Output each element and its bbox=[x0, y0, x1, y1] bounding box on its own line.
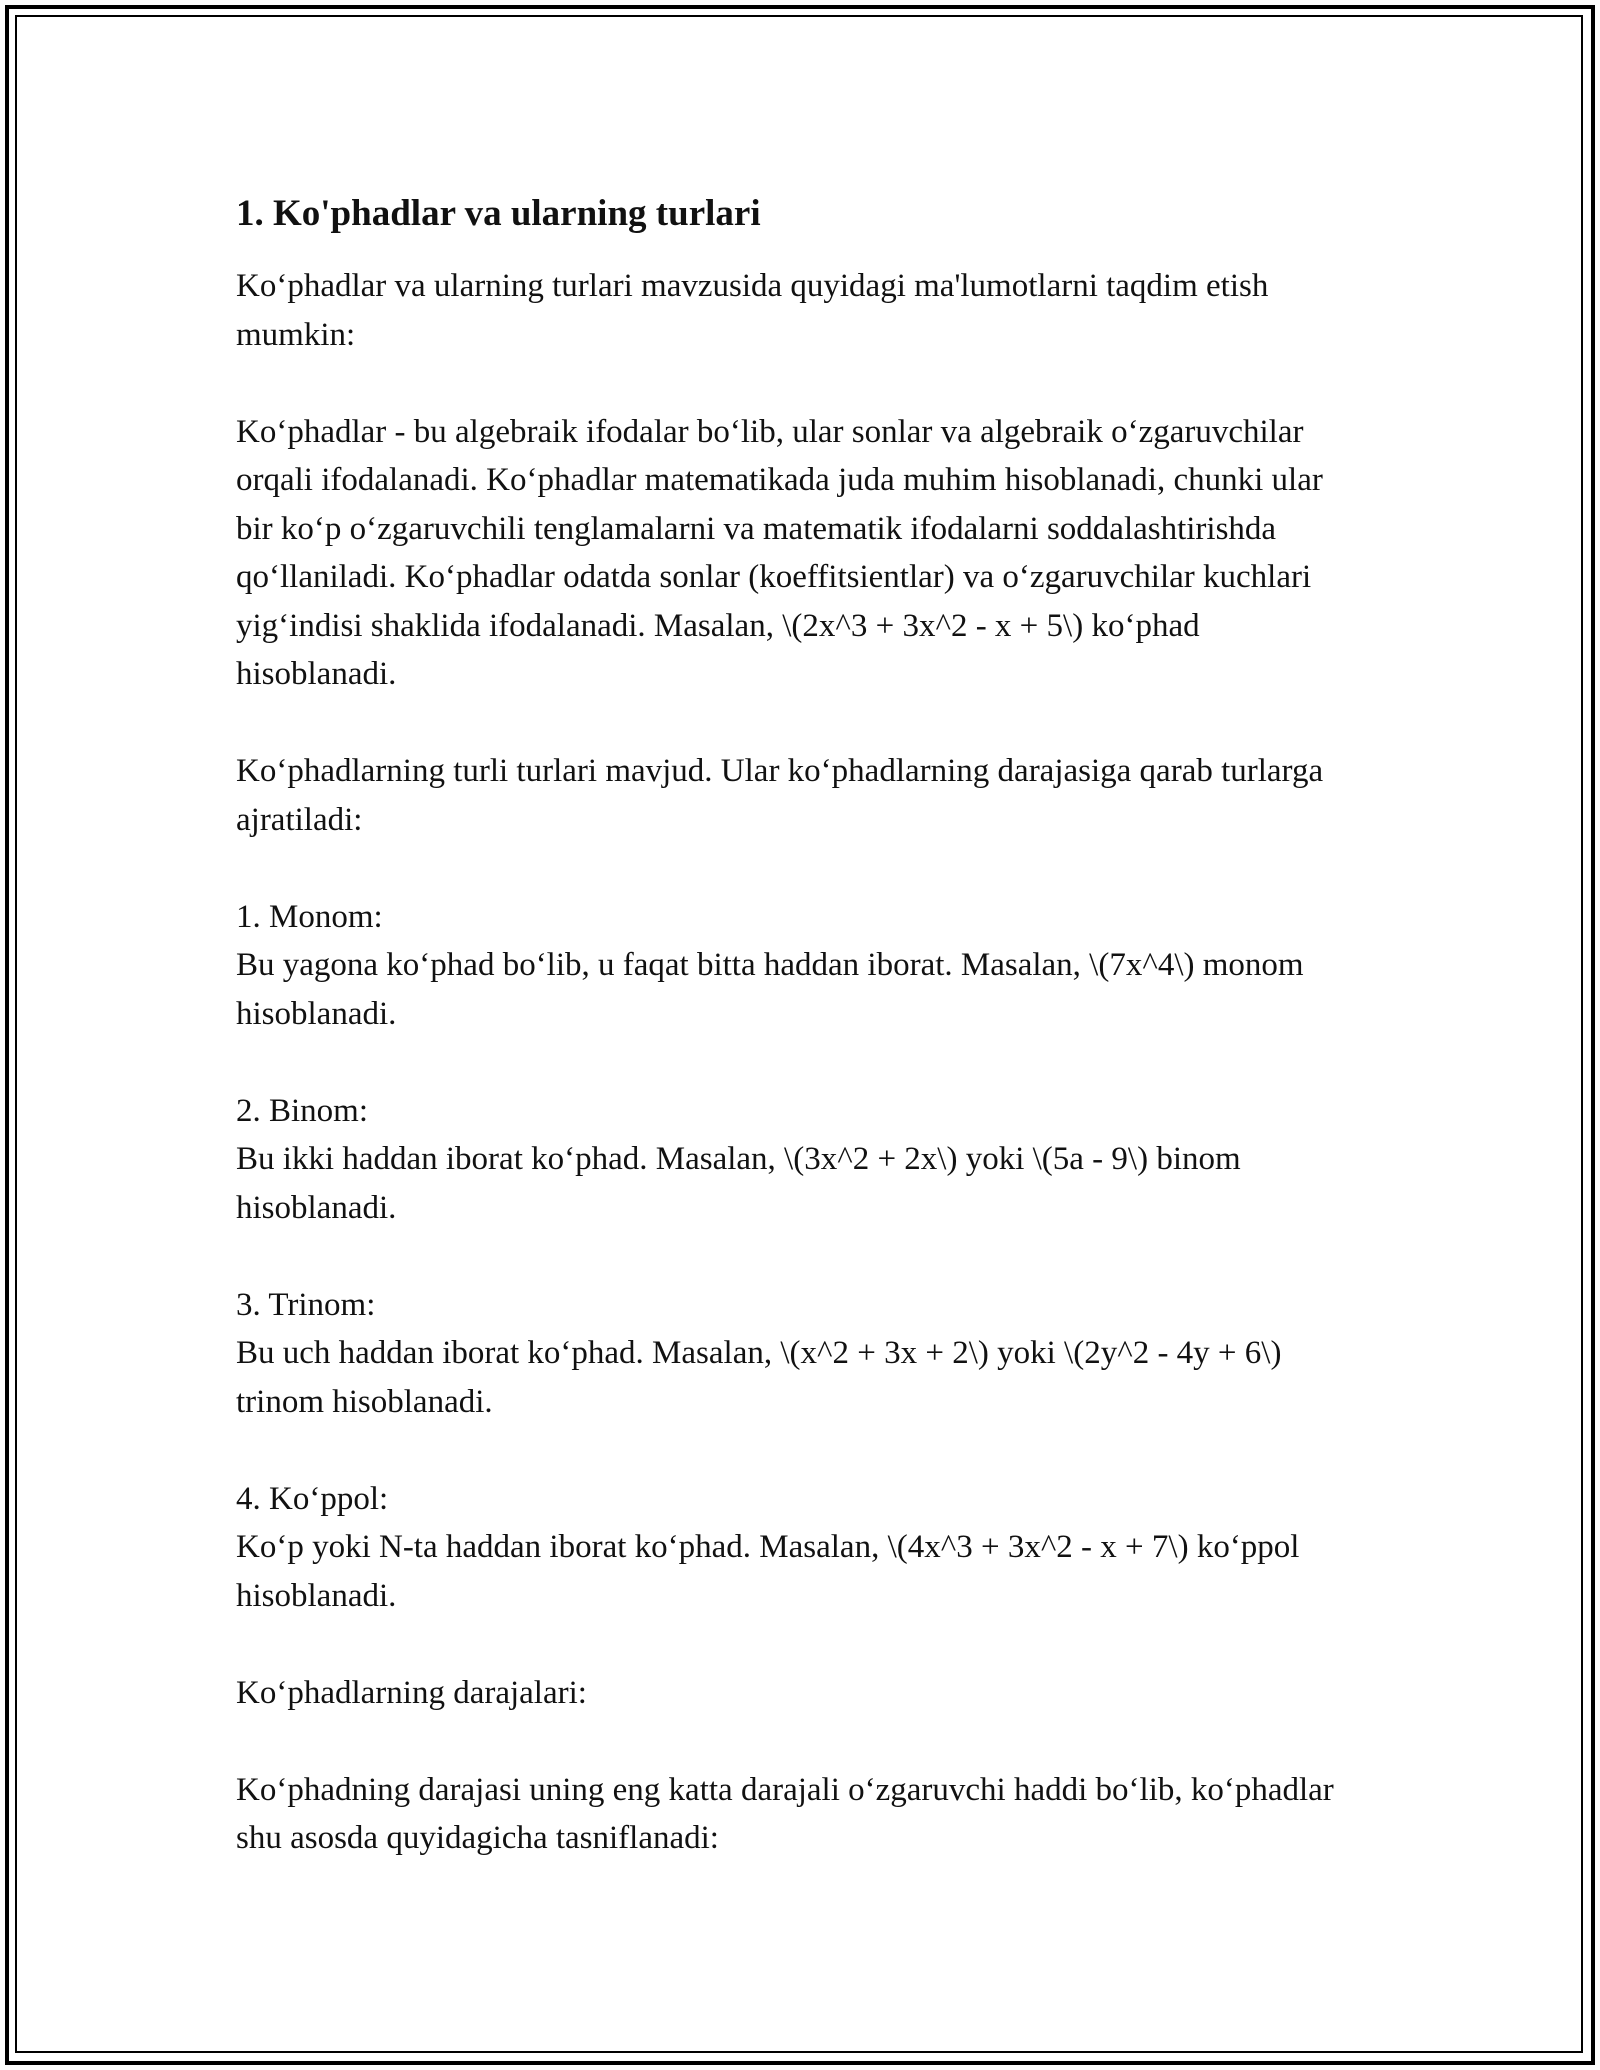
type-trinom bbox=[236, 1281, 1356, 1427]
type-monom bbox=[236, 893, 1356, 1039]
type-description: Bu ikki haddan iborat ko‘phad. Masalan, \(3x^2 + 2x\) yoki \(5a - 9\) binom hisoblanadi. bbox=[236, 1141, 1241, 1226]
type-binom bbox=[236, 1087, 1356, 1233]
document-title: 1. Ko'phadlar va ularning turlari bbox=[236, 193, 761, 234]
document-page bbox=[236, 186, 1356, 1911]
type-description: Bu uch haddan iborat ko‘phad. Masalan, \(x^2 + 3x + 2\) yoki \(2y^2 - 4y + 6\) trinom hisoblanadi. bbox=[236, 1335, 1282, 1420]
type-description: Bu yagona ko‘phad bo‘lib, u faqat bitta haddan iborat. Masalan, \(7x^4\) monom hisoblanadi. bbox=[236, 947, 1304, 1032]
type-heading: 3. Trinom: bbox=[236, 1286, 376, 1323]
types-intro-paragraph: Ko‘phadlarning turli turlari mavjud. Ular ko‘phadlarning darajasiga qarab turlarga ajratiladi: bbox=[236, 753, 1324, 838]
definition-paragraph: Ko‘phadlar - bu algebraik ifodalar bo‘lib, ular sonlar va algebraik o‘zgaruvchilar orqali ifodalanadi. Ko‘phadlar matematikada juda muhim hisoblanadi, chunki ular bir ko‘p o‘zgaruvchili tenglamalarni va matematik ifodalarni soddalashtirishda qo‘llaniladi. Ko‘phadlar odatda sonlar (koeffitsientlar) va o‘zgaruvchilar kuchlari yig‘indisi shaklida ifodalanadi. Masalan, \(2x^3 + 3x^2 - x + 5\) ko‘phad hisoblanadi. bbox=[236, 413, 1323, 692]
type-description: Ko‘p yoki N-ta haddan iborat ko‘phad. Masalan, \(4x^3 + 3x^2 - x + 7\) ko‘ppol hisoblanadi. bbox=[236, 1529, 1300, 1614]
type-koppol bbox=[236, 1475, 1356, 1621]
degrees-heading: Ko‘phadlarning darajalari: bbox=[236, 1674, 587, 1711]
type-heading: 2. Binom: bbox=[236, 1092, 369, 1129]
type-heading: 4. Ko‘ppol: bbox=[236, 1480, 389, 1517]
degrees-paragraph: Ko‘phadning darajasi uning eng katta darajali o‘zgaruvchi haddi bo‘lib, ko‘phadlar shu asosda quyidagicha tasniflanadi: bbox=[236, 1771, 1334, 1856]
intro-paragraph: Ko‘phadlar va ularning turlari mavzusida quyidagi ma'lumotlarni taqdim etish mumkin: bbox=[236, 268, 1269, 353]
type-heading: 1. Monom: bbox=[236, 898, 383, 935]
